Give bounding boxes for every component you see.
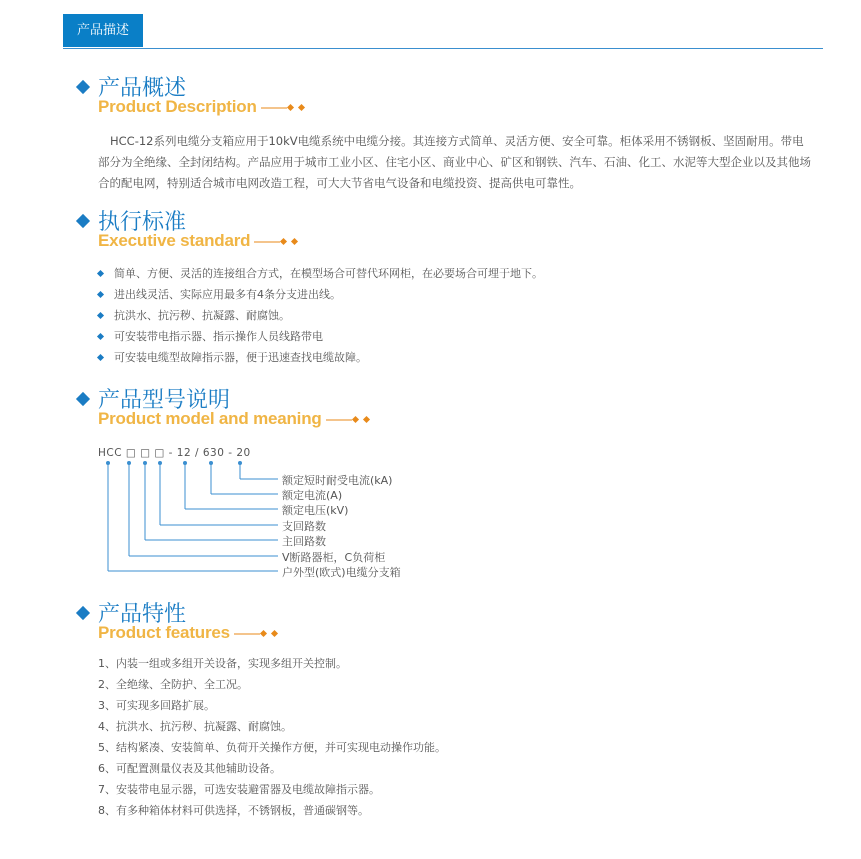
connector-dot [106,461,110,465]
connector-dot [143,461,147,465]
model-code: HCC □ □ □ - 12 / 630 - 20 [98,447,251,459]
list-item: 可安装带电指示器、指示操作人员线路带电 [98,329,543,350]
list-item: 进出线灵活、实际应用最多有4条分支进出线。 [98,287,543,308]
list-item: 1、内装一组或多组开关设备，实现多组开关控制。 [98,657,347,670]
connector-dot [209,461,213,465]
list-item: 2、全绝缘、全防护、全工况。 [98,678,248,691]
overview-paragraph: HCC-12系列电缆分支箱应用于10kV电缆系统中电缆分接。其连接方式简单、灵活方便、安全可靠。柜体采用不锈钢板、坚固耐用。带电部分为全绝缘、全封闭结构。产品应用于城市工业小区、住宅小区、商业中心、矿区和钢铁、汽车、石油、化工、水泥等大型企业以及其他场合的配电网，特别适合城市电网改造工程，可大大节省电气设备和电缆投资、提高供电可靠性。 [98,134,811,190]
standard-title-en: Executive standard [98,231,300,251]
model-title-en: Product model and meaning [98,409,372,429]
list-item: 6、可配置测量仪表及其他辅助设备。 [98,762,281,775]
connector-dot [158,461,162,465]
legend-rated-short-time-current: 额定短时耐受电流(kA) [282,474,393,487]
list-item: 5、结构紧凑、安装简单、负荷开关操作方便，并可实现电动操作功能。 [98,741,446,754]
overview-title-cn: 产品概述 [98,76,187,101]
legend-rated-voltage: 额定电压(kV) [282,504,349,517]
model-title-cn: 产品型号说明 [98,388,231,413]
legend-main-circuits: 主回路数 [282,535,326,548]
legend-outdoor-type: 户外型(欧式)电缆分支箱 [282,566,401,579]
list-item: 3、可实现多回路扩展。 [98,699,215,712]
list-item: 8、有多种箱体材料可供选择，不锈钢板，普通碳钢等。 [98,804,369,817]
overview-title-en: Product Description [98,97,307,117]
standard-title-cn: 执行标准 [98,210,187,235]
list-item: 可安装电缆型故障指示器，便于迅速查找电缆故障。 [98,350,543,371]
legend-branch-circuits: 支回路数 [282,520,326,533]
connector-dot [127,461,131,465]
list-item: 简单、方便、灵活的连接组合方式，在模型场合可替代环网柜，在必要场合可埋于地下。 [98,266,543,287]
connector-dot [183,461,187,465]
list-item: 4、抗洪水、抗污秽、抗凝露、耐腐蚀。 [98,720,292,733]
features-list [98,656,446,824]
features-title-en: Product features [98,623,280,643]
list-item: 7、安装带电显示器，可选安装避雷器及电缆故障指示器。 [98,783,380,796]
features-title-cn: 产品特性 [98,602,187,627]
legend-cabinet-type: V断路器柜，C负荷柜 [282,551,386,564]
arrow-decoration-icon [234,629,280,639]
list-item: 抗洪水、抗污秽、抗凝露、耐腐蚀。 [98,308,543,329]
legend-rated-current: 额定电流(A) [282,489,343,502]
connector-dot [238,461,242,465]
tab-product-description[interactable]: 产品描述 [63,14,143,47]
